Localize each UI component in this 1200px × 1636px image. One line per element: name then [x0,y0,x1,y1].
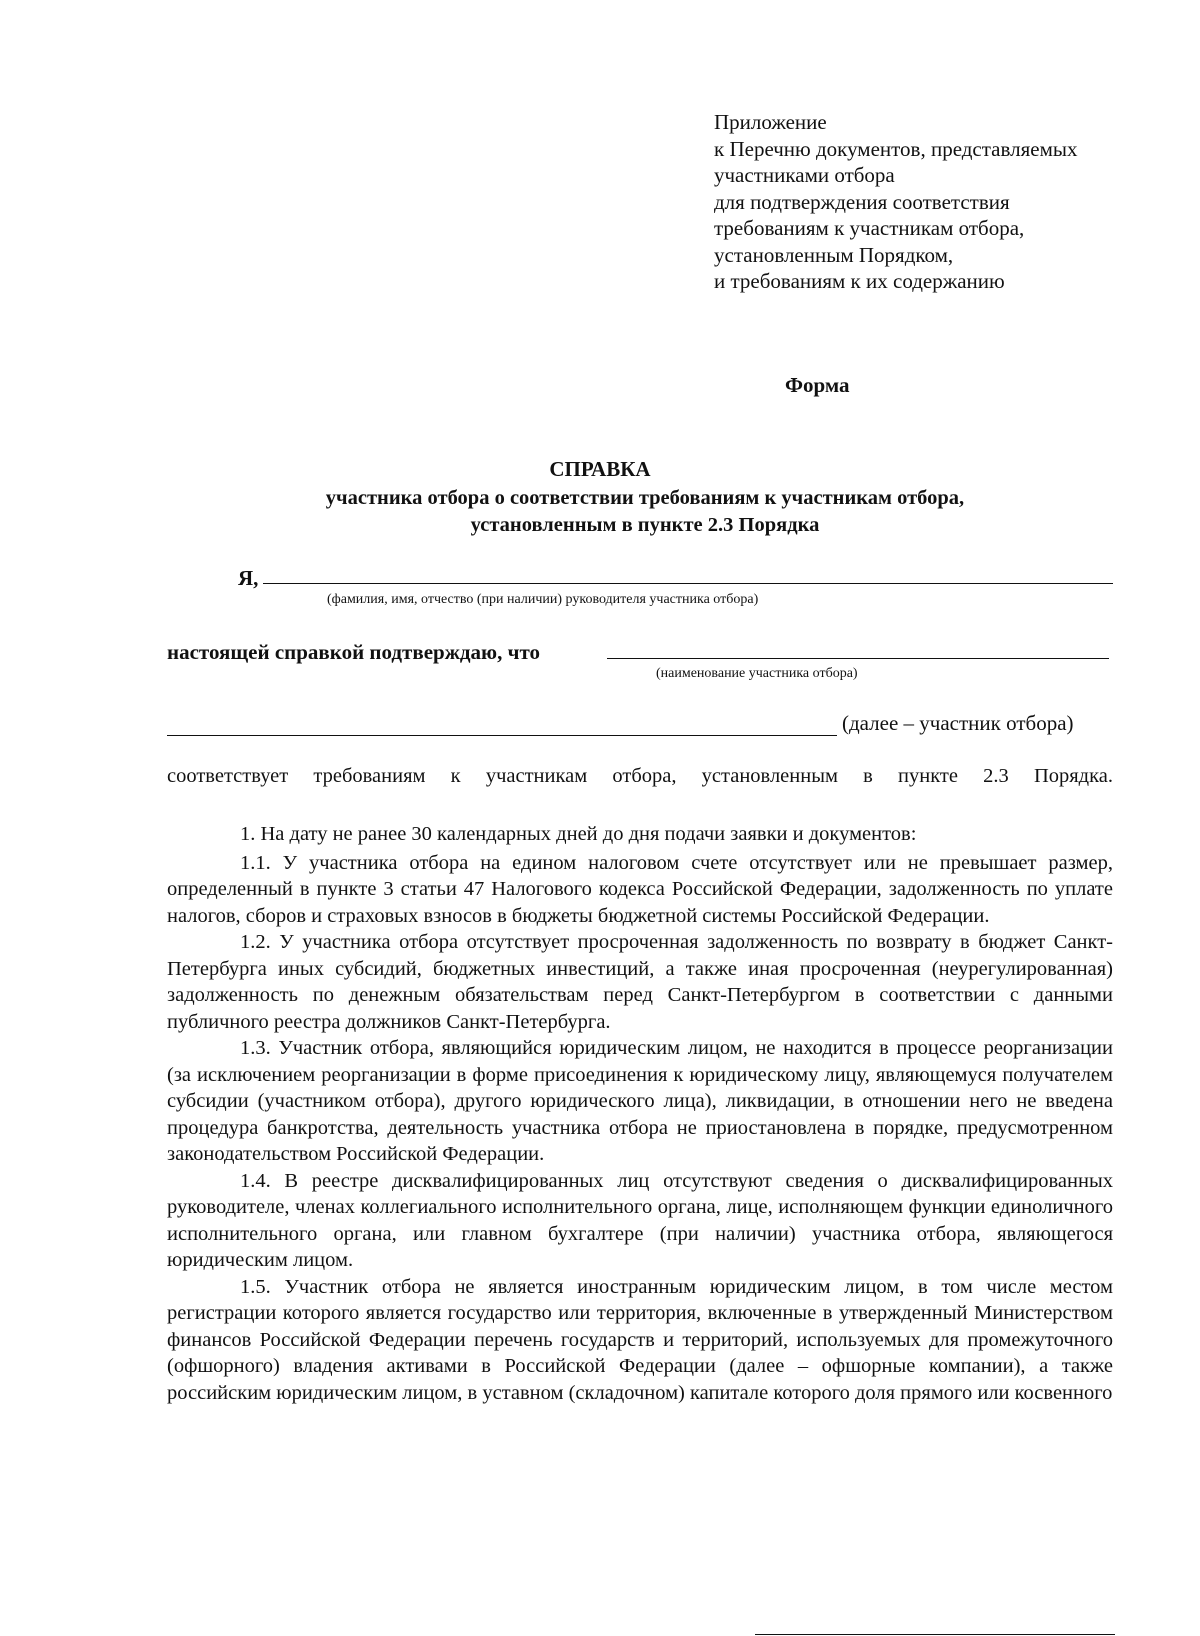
participant-suffix: (далее – участник отбора) [842,711,1074,735]
participant-name-line[interactable] [607,658,1109,659]
paragraph-1-1: 1.1. У участника отбора на едином налоговом счете отсутствует или не превышает размер, определенный в пункте 3 статьи 47 Налогового кодекса Российской Федерации, задолженность по уплате налогов, сборов и страховых взносов в бюджеты бюджетной системы Российской Федерации. [167,851,1113,927]
appendix-line: Приложение [714,110,827,134]
appendix-line: к Перечню документов, представляемых [714,136,1078,161]
requirements-list [167,821,1113,1406]
form-label: Форма [785,373,850,397]
paragraph-1-2: 1.2. У участника отбора отсутствует просроченная задолженность по возврату в бюджет Санкт-Петербурга иных субсидий, бюджетных инвестиций, а также иная просроченная (неурегулированная) задолженность по денежным обязательствам перед Санкт-Петербургом в соответствии с данными публичного реестра должников Санкт-Петербурга. [167,931,1113,1033]
subtitle-line-1: участника отбора о соответствии требованиям к участникам отбора, [325,487,965,509]
paragraph-1-5: 1.5. Участник отбора не является иностранным юридическим лицом, в том числе местом регистрации которого является государство или территория, включенные в утвержденный Министерством финансов Российской Федерации перечень государств и территорий, используемых для промежуточного (офшорного) владения активами в Российской Федерации (далее – офшорные компании), а также российским юридическим лицом, в уставном (складочном) капитале которого доля прямого или косвенного [167,1275,1113,1404]
head-name-line[interactable] [263,583,1113,584]
appendix-line: требованиям к участникам отбора, [714,216,1025,240]
appendix-line: и требованиям к их содержанию [714,269,1005,293]
head-name-hint: (фамилия, имя, отчество (при наличии) руководителя участника отбора) [327,592,759,607]
ya-label: Я, [238,566,259,590]
appendix-line: установленным Порядком, [714,242,954,267]
confirm-label: настоящей справкой подтверждаю, что [167,640,540,664]
paragraph-1-3: 1.3. Участник отбора, являющийся юридическим лицом, не находится в процессе реорганизации (за исключением реорганизации в форме присоединения к юридическому лицу, являющемуся получателем субсидии (участником отбора), другого юридического лица), ликвидации, в отношении него не введена процедура банкротства, деятельность участника отбора не приостановлена в порядке, предусмотренном законодательством Российской Федерации. [167,1037,1113,1165]
participant-name-line-continued[interactable] [167,735,837,736]
subtitle-line-2: установленным в пункте 2.3 Порядка [470,514,820,536]
appendix-header [714,109,1194,295]
document-subtitle [0,485,1200,539]
appendix-line: участниками отбора [714,163,895,187]
participant-name-hint: (наименование участника отбора) [656,666,858,681]
paragraph-1: 1. На дату не ранее 30 календарных дней до дня подачи заявки и документов: [240,823,917,845]
paragraph-1-4: 1.4. В реестре дисквалифицированных лиц отсутствуют сведения о дисквалифицированных руководителе, членах коллегиального исполнительного органа, лице, исполняющем функции единоличного исполнительного органа, или главном бухгалтере (при наличии) участника отбора, являющегося юридическим лицом. [167,1169,1113,1271]
intro-statement: соответствует требованиям к участникам отбора, установленным в пункте 2.3 Порядка. [167,765,1113,787]
document-title: СПРАВКА [549,457,651,481]
footnote-separator [755,1634,1115,1635]
appendix-line: для подтверждения соответствия [714,189,1010,214]
